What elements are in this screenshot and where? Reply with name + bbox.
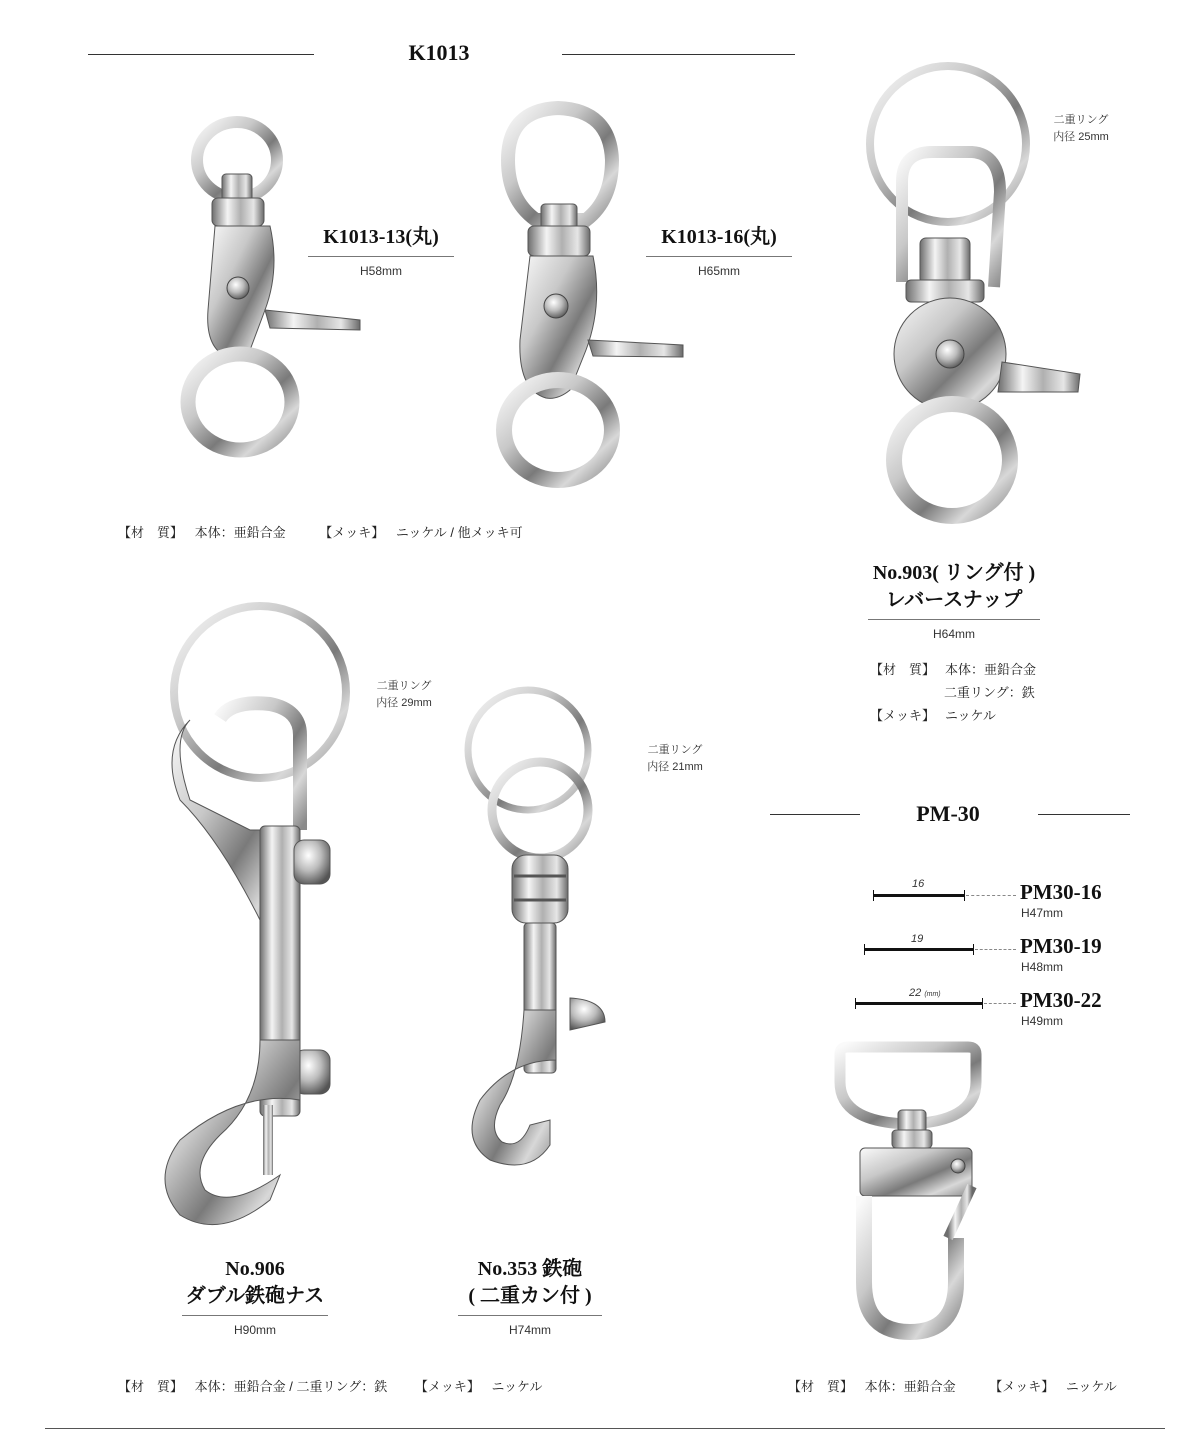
k1013-16-height: H65mm: [697, 264, 740, 278]
bottom-left-plating-value: ニッケル: [491, 1379, 543, 1394]
no906-name-line2: ダブル鉄砲ナス: [185, 1285, 325, 1307]
no353-ring-note-line1: 二重リング: [647, 744, 703, 756]
pm30-spec: [788, 1376, 1117, 1395]
k1013-13-name: K1013-13(丸): [323, 226, 439, 248]
pm30-16-width-label: 16: [912, 878, 925, 890]
no906-double-snap-image: [150, 600, 370, 1235]
no353-name-line2: ( 二重カン付 ): [468, 1285, 592, 1307]
no903-plating-label: 【メッキ】: [870, 708, 936, 723]
no903-ring-note: [1046, 112, 1116, 146]
k1013-spec: [118, 522, 523, 541]
k1013-plating-value: ニッケル / 他メッキ可: [395, 525, 523, 540]
k1013-16-name: K1013-16(丸): [661, 226, 777, 248]
no903-underline: [868, 619, 1040, 620]
no903-ring-note-line2: 内径 25mm: [1053, 131, 1109, 143]
pm30-16-name: PM30-16: [1020, 880, 1102, 904]
no906-ring-note-line1: 二重リング: [376, 680, 432, 692]
no903-plating-value: ニッケル: [945, 708, 996, 723]
pm30-22-name: PM30-22: [1020, 988, 1102, 1012]
no353-underline: [458, 1315, 602, 1316]
k1013-16-snap-hook-image: [478, 100, 688, 495]
k1013-material-value: 本体：亜鉛合金: [194, 525, 286, 540]
pm30-rule-left: [770, 814, 860, 815]
k1013-16-underline: [646, 256, 792, 257]
pm30-swivel-hook-image: [830, 1042, 990, 1342]
no353-ring-note-line2: 内径 21mm: [647, 761, 703, 773]
pm30-22-height: H49mm: [1021, 1014, 1064, 1028]
k1013-13-height: H58mm: [359, 264, 402, 278]
k1013-material-label: 【材 質】: [118, 525, 184, 540]
no906-name: [165, 1256, 345, 1310]
pm30-22-width-unit: (mm): [924, 991, 941, 998]
no903-name: [858, 560, 1050, 614]
pm30-19-name: PM30-19: [1020, 934, 1102, 958]
pm30-19-width-bar: [864, 948, 974, 951]
no906-ring-note-line2: 内径 29mm: [376, 697, 432, 709]
pm30-19-leader: [975, 949, 1016, 950]
k1013-13-underline: [308, 256, 454, 257]
k1013-plating-label: 【メッキ】: [319, 525, 385, 540]
no903-height: H64mm: [932, 627, 975, 641]
no353-name: [440, 1256, 620, 1310]
pm30-material-label: 【材 質】: [788, 1379, 854, 1394]
no353-height: H74mm: [508, 1323, 551, 1337]
no903-name-line1: No.903( リング付 ): [872, 562, 1036, 584]
pm30-22-width-label: [909, 987, 941, 999]
no903-name-line2: レバースナップ: [885, 589, 1023, 611]
pm30-16-leader: [966, 895, 1016, 896]
bottom-left-material-value: 本体：亜鉛合金 / 二重リング：鉄: [194, 1379, 388, 1394]
pm30-19-width-label: 19: [911, 933, 924, 945]
no903-ring-note-line1: 二重リング: [1053, 114, 1109, 126]
k1013-rule-left: [88, 54, 314, 55]
no903-material-value1: 本体：亜鉛合金: [945, 662, 1037, 677]
page-bottom-rule: [45, 1428, 1165, 1429]
pm30-22-leader: [984, 1003, 1016, 1004]
no906-underline: [182, 1315, 328, 1316]
pm30-plating-value: ニッケル: [1065, 1379, 1117, 1394]
k1013-section-title: K1013: [408, 40, 470, 65]
bottom-left-plating-label: 【メッキ】: [414, 1379, 480, 1394]
no353-ring-note: [638, 742, 712, 776]
k1013-13-snap-hook-image: [170, 110, 370, 470]
pm30-16-width-bar: [873, 894, 965, 897]
no903-material-value2: 二重リング：鉄: [944, 685, 1035, 700]
no903-spec: [870, 658, 1036, 727]
pm30-19-height: H48mm: [1021, 960, 1064, 974]
pm30-material-value: 本体：亜鉛合金: [864, 1379, 956, 1394]
pm30-plating-label: 【メッキ】: [989, 1379, 1055, 1394]
pm30-16-height: H47mm: [1021, 906, 1064, 920]
pm30-section-title: PM-30: [916, 801, 980, 826]
no906-height: H90mm: [233, 1323, 276, 1337]
pm30-22-width-number: 22: [909, 987, 922, 999]
pm30-22-width-bar: [855, 1002, 983, 1005]
bottom-left-material-label: 【材 質】: [118, 1379, 184, 1394]
no353-snap-image: [440, 680, 630, 1180]
no906-name-line1: No.906: [225, 1258, 285, 1280]
k1013-rule-right: [562, 54, 795, 55]
no906-ring-note: [368, 678, 440, 712]
bottom-left-spec: [118, 1376, 542, 1395]
no353-name-line1: No.353 鉄砲: [477, 1258, 583, 1280]
pm30-rule-right: [1038, 814, 1130, 815]
no903-material-label: 【材 質】: [870, 662, 936, 677]
